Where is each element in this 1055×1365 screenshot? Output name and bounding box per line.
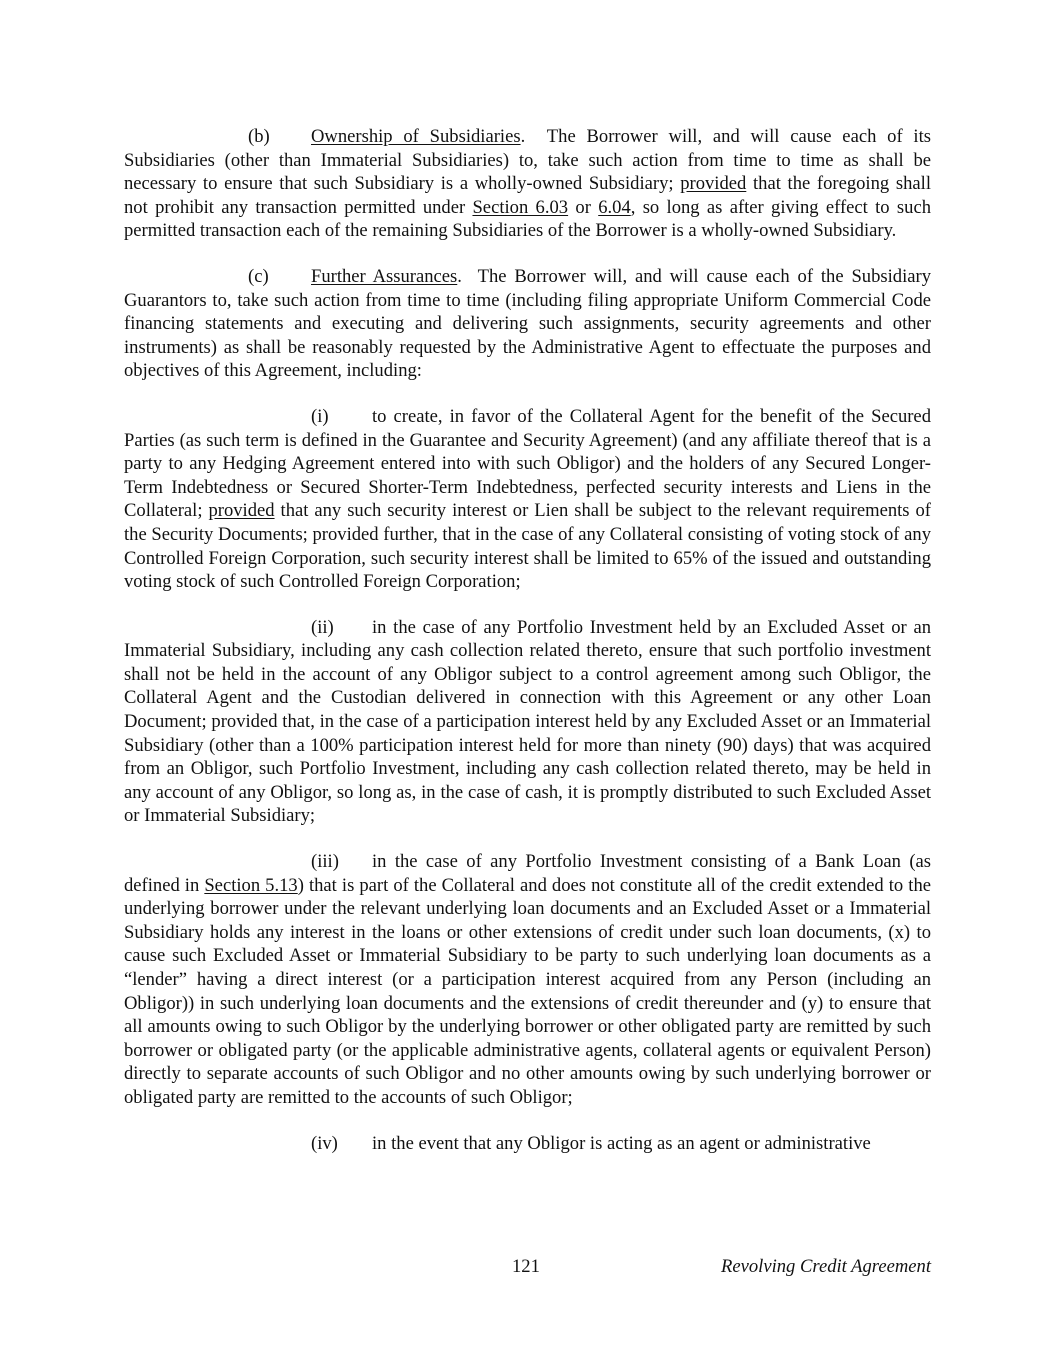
text-run: The Borrower will, and will cause each of the Subsidiary Guarantors to, take such action from time to time (including filing appropriate Uniform Commercial Code financing statements and executing and delivering such assignments, security agreements and other instruments) as shall be reasonably requested by the Administrative Agent to effectuate the purposes and objectives of this Agreement, including: — [124, 265, 931, 382]
text-run: that any such security interest or Lien shall be subject to the relevant requirements of the Security Documents; provided further, that in the case of any Collateral consisting of voting stock of any Controlled Foreign Corporation, such security interest shall be limited to 65% of the issued and outstanding voting stock of such Controlled Foreign Corporation; — [124, 500, 931, 593]
subsection-marker: (ii) — [311, 616, 334, 638]
section-marker: (b) — [248, 126, 270, 147]
subsection-iii — [124, 850, 931, 1110]
document-page — [124, 125, 931, 1155]
cross-reference: 6.04 — [598, 196, 631, 218]
subsection-body — [124, 617, 931, 827]
section-b: (b) Ownership of Subsidiaries. The Borrower will, and will cause each of its Subsidiaries (other than Immaterial Subsidiaries) to, take such action from time to time as shall be necessary to ensure that such Subsidiary is a wholly-owned Subsidiary; provided that the foregoing shall not prohibit any transaction permitted under Section 6.03 or 6.04, so long as after giving effect to such permitted transaction each of the remaining Subsidiaries of the Borrower is a wholly-owned Subsidiary. — [124, 126, 931, 242]
subsection-marker: (iii) — [311, 851, 339, 873]
text-run: that the foregoing shall not prohibit any transaction permitted under — [124, 173, 931, 218]
cross-reference: Section 5.13 — [204, 874, 298, 896]
text-run: in the case of any Portfolio Investment held by an Excluded Asset or an Immaterial Subsidiary, including any cash collection related thereto, ensure that such portfolio investment shall not be held in the account of any Obligor subject to a control agreement among such Obligor, the Collateral Agent and the Custodian delivered in connection with this Agreement or any other Loan Document; provided that, in the case of a participation interest held by any Excluded Asset or an Immaterial Subsidiary (other than a 100% participation interest held for more than ninety (90) days) that was acquired from an Obligor, such Portfolio Investment, including any cash collection related thereto, may be held in any account of any Obligor, so long as, in the case of cash, it is promptly distributed to such Excluded Asset or Immaterial Subsidiary; — [124, 616, 931, 827]
cross-reference: provided — [680, 173, 747, 195]
text-run: The Borrower will, and will cause each of its Subsidiaries (other than Immaterial Subsidiaries) to, take such action from time to time as shall be necessary to ensure that such Subsidiary is a wholly-owned Subsidiary; — [124, 126, 931, 195]
subsection-body — [372, 1133, 871, 1154]
subsection-body — [124, 851, 931, 1108]
text-run: to create, in favor of the Collateral Agent for the benefit of the Secured Parties (as such term is defined in the Guarantee and Security Agreement) (and any affiliate thereof that is a party to any Hedging Agreement entered into with such Obligor) and the holders of any Secured Longer-Term Indebtedness or Secured Shorter-Term Indebtedness, perfected security interests and Liens in the Collateral; — [124, 405, 931, 522]
subsection-ii — [124, 616, 931, 828]
text-run: in the case of any Portfolio Investment consisting of a Bank Loan (as defined in — [124, 851, 931, 896]
document-title: Revolving Credit Agreement — [721, 1256, 931, 1277]
page-number: 121 — [512, 1256, 540, 1277]
section-heading: Ownership of Subsidiaries — [311, 126, 521, 147]
subsection-i — [124, 405, 931, 594]
cross-reference: provided — [208, 500, 275, 522]
subsection-iv — [124, 1132, 931, 1156]
section-c: (c) Further Assurances. The Borrower will, and will cause each of the Subsidiary Guarantors to, take such action from time to time (including filing appropriate Uniform Commercial Code financing statements and executing and delivering such assignments, security agreements and other instruments) as shall be reasonably requested by the Administrative Agent to effectuate the purposes and objectives of this Agreement, including: — [124, 265, 931, 382]
section-heading: Further Assurances — [311, 265, 458, 287]
cross-reference: Section 6.03 — [472, 196, 569, 218]
subsection-body — [124, 406, 931, 592]
text-run: , so long as after giving effect to such permitted transaction each of the remaining Subsidiaries of the Borrower is a wholly-owned Subsidiary. — [124, 196, 931, 242]
text-run: ) that is part of the Collateral and does not constitute all of the credit extended to the underlying borrower under the relevant underlying loan documents and an Excluded Asset or a Immaterial Subsidiary holds any interest in the loans or other extensions of credit under such loan documents, (x) to cause such Excluded Asset or Immaterial Subsidiary to be party to such underlying loan documents as a “lender” having a direct interest (or a participation interest acquired from any Person (including an Obligor)) in such underlying loan documents and the extensions of credit thereunder and (y) to ensure that all amounts owing to such Obligor by the underlying borrower or other obligated party are remitted by such borrower or obligated party (or the applicable administrative agents, collateral agents or equivalent Person) directly to separate accounts of such Obligor and no other amounts owing by such underlying borrower or obligated party are remitted to the accounts of such Obligor; — [124, 874, 931, 1108]
text-run: or — [568, 196, 599, 218]
text-run: in the event that any Obligor is acting as an agent or administrative — [372, 1132, 871, 1154]
section-marker: (c) — [248, 265, 269, 287]
subsection-marker: (iv) — [311, 1132, 338, 1154]
section-body — [124, 126, 931, 241]
section-body — [124, 266, 931, 381]
subsection-marker: (i) — [311, 405, 329, 427]
